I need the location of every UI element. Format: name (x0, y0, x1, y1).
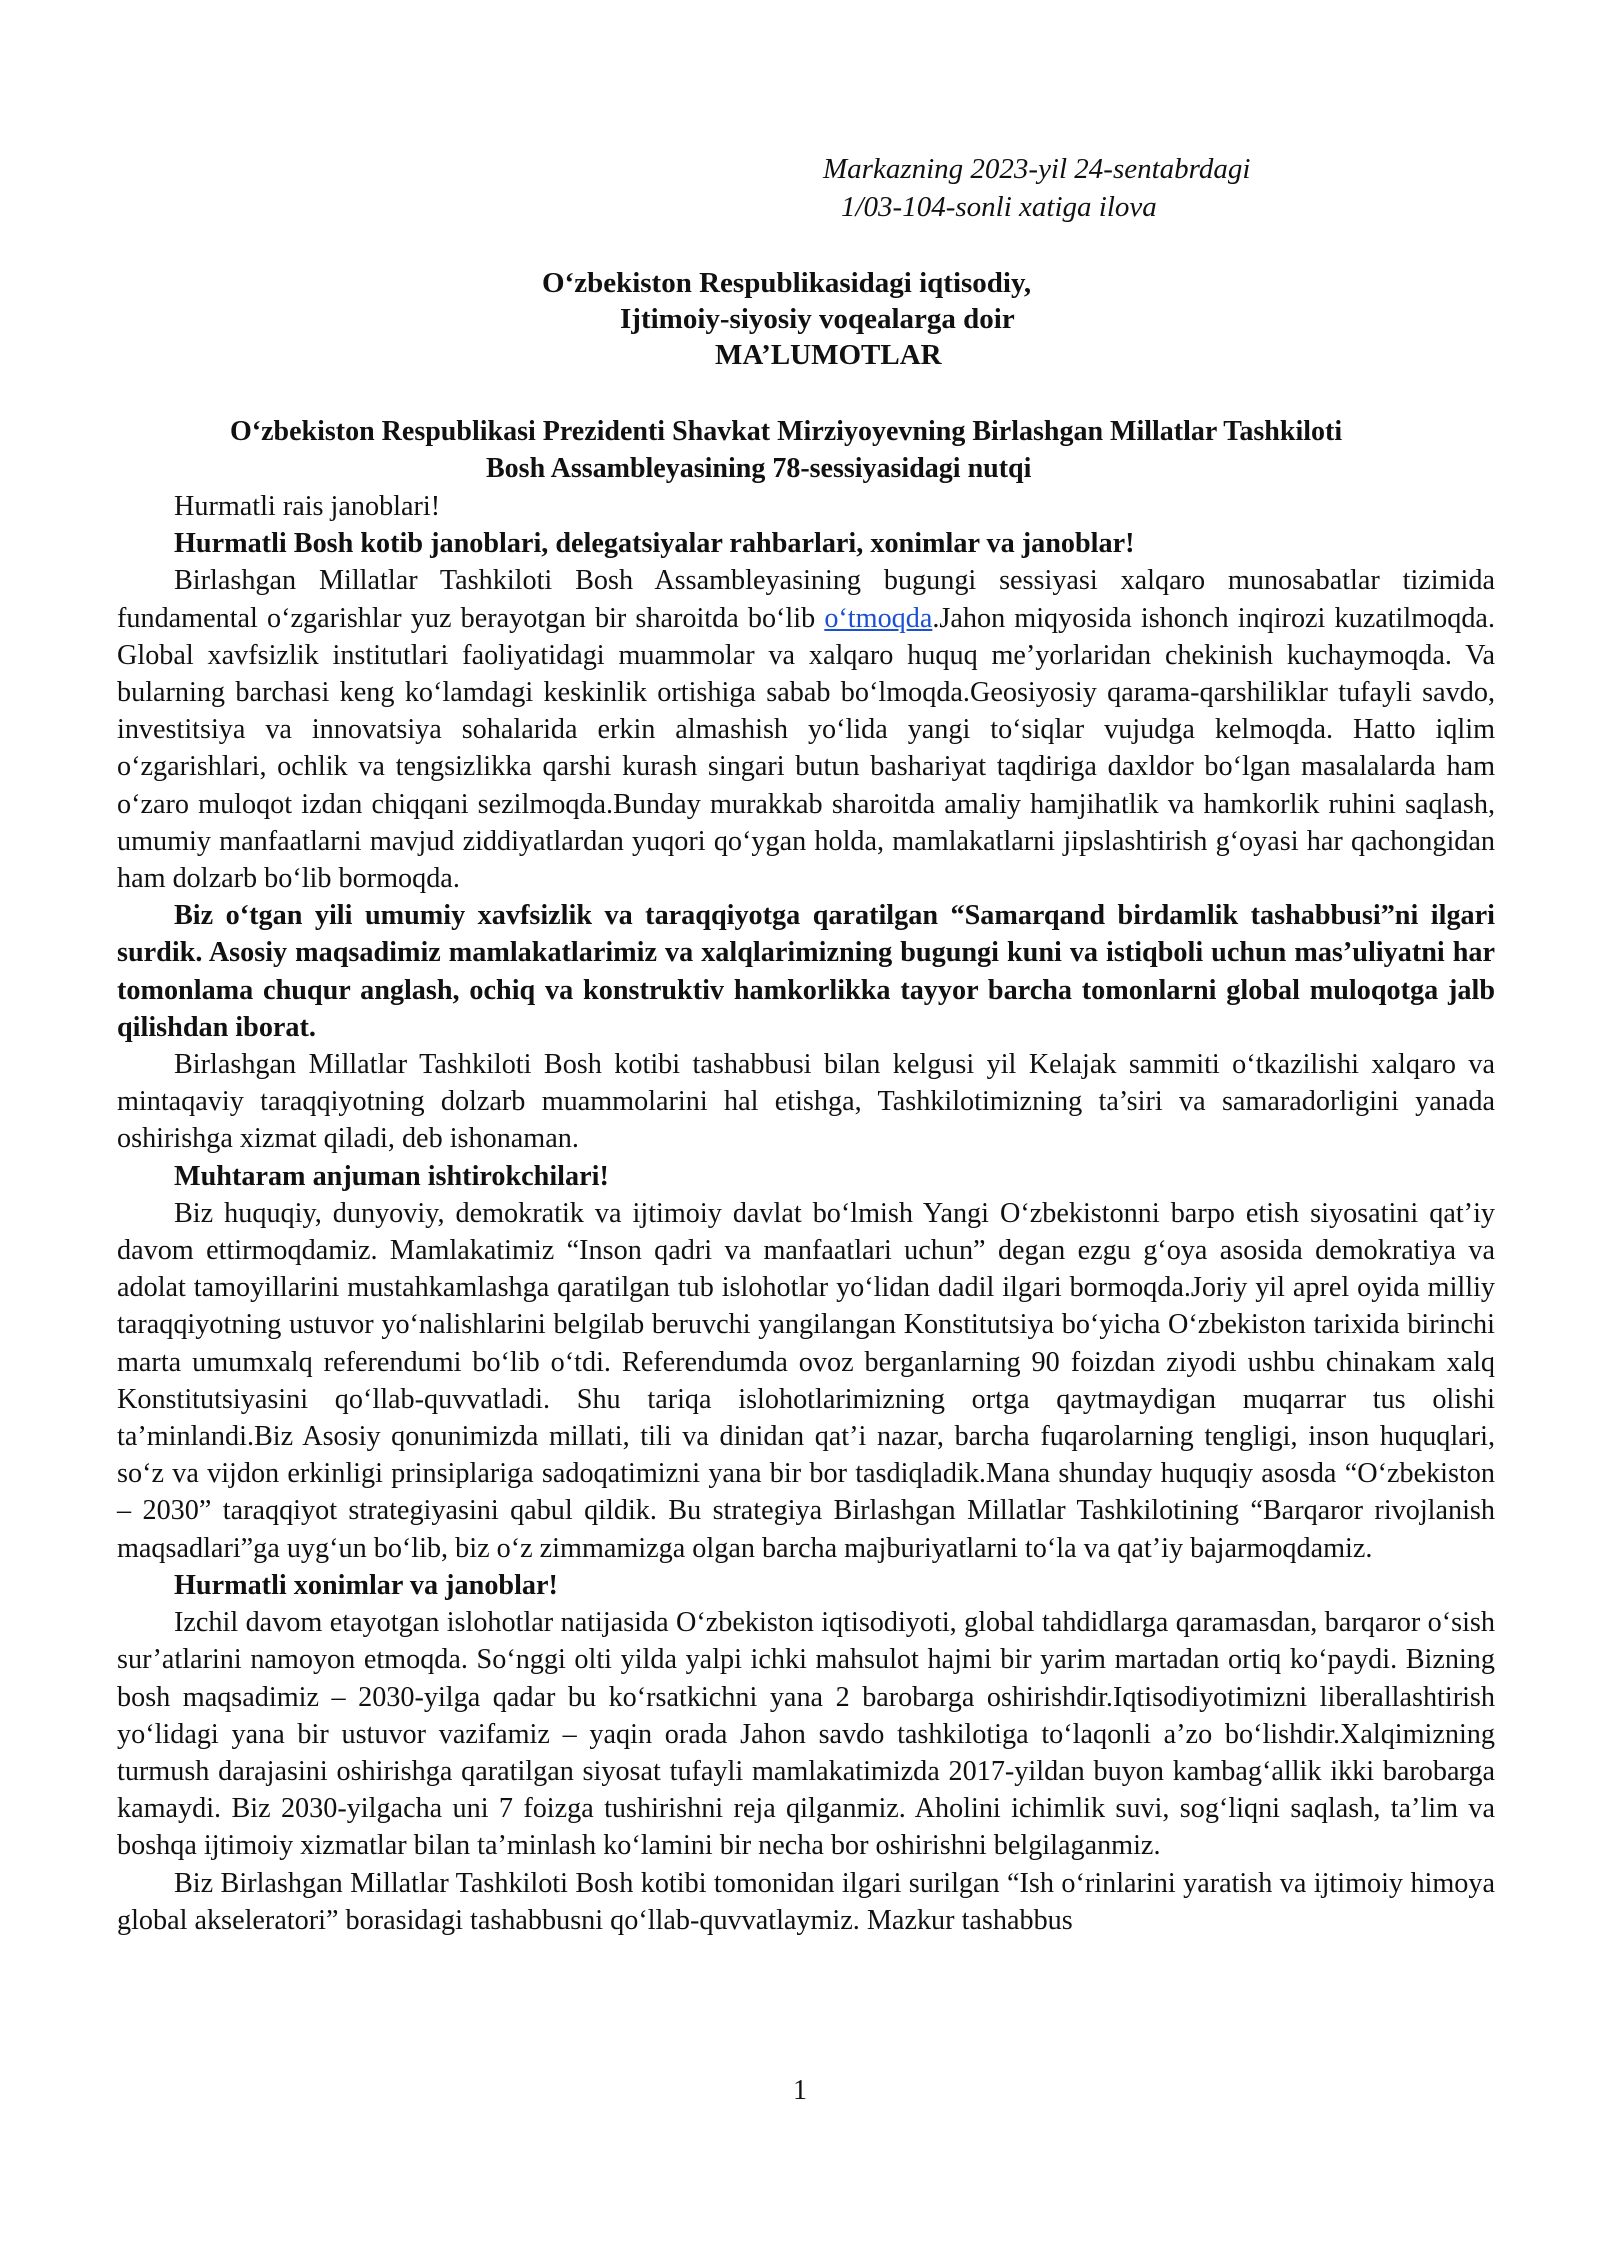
reference-note (823, 150, 1250, 226)
paragraph-accelerator: Biz Birlashgan Millatlar Tashkiloti Bosh kotibi tomonidan ilgari surilgan “Ish o‘rinlarini yaratish va ijtimoiy himoya global akseleratori” borasidagi tashabbusni qo‘llab-quvvatlaymiz. Mazkur tashabbus (117, 1867, 1495, 1936)
document-body (117, 488, 1495, 1939)
document-title (0, 265, 1600, 373)
paragraph-address: Hurmatli Bosh kotib janoblari, delegatsiyalar rahbarlari, xonimlar va janoblar! (174, 528, 1135, 560)
paragraph-intro (117, 562, 1495, 897)
paragraph-intro-text-b: .Jahon miqyosida ishonch inqirozi kuzatilmoqda. Global xavfsizlik institutlari faoliyatidagi muammolar va xalqaro huquq me’yorlaridan chekinish kuchaymoqda. Va bularning barchasi keng ko‘lamdagi keskinlik ortishiga sabab bo‘lmoqda.Geosiyosiy qarama-qarshiliklar tufayli savdo, investitsiya va innovatsiya sohalarida erkin almashish yo‘lida yangi to‘siqlar vujudga kelmoqda. Hatto iqlim o‘zgarishlari, ochlik va tengsizlikka qarshi kurash singari butun bashariyat taqdiriga daxldor bo‘lgan masalalarda ham o‘zaro muloqot izdan chiqqani sezilmoqda.Bunday murakkab sharoitda amaliy hamjihatlik va hamkorlik ruhini saqlash, umumiy manfaatlarni mavjud ziddiyatlardan yuqori qo‘ygan holda, mamlakatlarni jipslashtirish g‘oyasi har qachongidan ham dolzarb bo‘lib bormoqda. (117, 602, 1495, 895)
reference-note-line-2: 1/03-104-sonli xatiga ilova (841, 191, 1157, 223)
speech-title-line-2: Bosh Assambleyasining 78-sessiyasidagi nutqi (486, 453, 1032, 484)
paragraph-greeting: Hurmatli rais janoblari! (174, 491, 441, 522)
paragraph-samarqand-initiative: Biz o‘tgan yili umumiy xavfsizlik va taraqqiyotga qaratilgan “Samarqand birdamlik tashabbusi”ni ilgari surdik. Asosiy maqsadimiz mamlakatlarimiz va xalqlarimizning bugungi kuni va istiqboli uchun mas’uliyatni har tomonlama chuqur anglash, ochiq va konstruktiv hamkorlikka tayyor barcha tomonlarni global muloqotga jalb qilishdan iborat. (117, 900, 1495, 1043)
paragraph-future-summit: Birlashgan Millatlar Tashkiloti Bosh kotibi tashabbusi bilan kelgusi yil Kelajak sammiti o‘tkazilishi xalqaro va mintaqaviy taraqqiyotning dolzarb muammolarini hal etishga, Tashkilotimizning ta’siri va samaradorligini yanada oshirishga xizmat qiladi, deb ishonaman. (117, 1049, 1495, 1155)
document-title-line-2: Ijtimoiy-siyosiy voqealarga doir (620, 303, 1015, 335)
reference-note-line-1: Markazning 2023-yil 24-sentabrdagi (823, 153, 1251, 185)
paragraph-reforms: Biz huquqiy, dunyoviy, demokratik va ijtimoiy davlat bo‘lmish Yangi O‘zbekistonni barpo etish siyosatini qat’iy davom ettirmoqdamiz. Mamlakatimiz “Inson qadri va manfaatlari uchun” degan ezgu g‘oya asosida demokratiya va adolat tamoyillarini mustahkamlashga qaratilgan tub islohotlar yo‘lidan dadil ilgari bormoqda.Joriy yil aprel oyida milliy taraqqiyotning ustuvor yo‘nalishlarini belgilab beruvchi yangilangan Konstitutsiya bo‘yicha O‘zbekiston tarixida birinchi marta umumxalq referendumi bo‘lib o‘tdi. Referendumda ovoz berganlarning 90 foizdan ziyodi ushbu chinakam xalq Konstitutsiyasini qo‘llab-quvvatladi. Shu tariqa islohotlarimizning ortga qaytmaydigan muqarrar tus olishi ta’minlandi.Biz Asosiy qonunimizda millati, tili va dinidan qat’i nazar, barcha fuqarolarning tengligi, inson huquqlari, so‘z va vijdon erkinligi prinsiplariga sadoqatimizni yana bir bor tasdiqladik.Mana shunday huquqiy asosda “O‘zbekiston – 2030” taraqqiyot strategiyasini qabul qildik. Bu strategiya Birlashgan Millatlar Tashkilotining “Barqaror rivojlanish maqsadlari”ga uyg‘un bo‘lib, biz o‘z zimmamizga olgan barcha majburiyatlarni to‘la va qat’iy bajarmoqdamiz. (117, 1197, 1495, 1564)
speech-title-line-1: O‘zbekiston Respublikasi Prezidenti Shavkat Mirziyoyevning Birlashgan Millatlar Tashkiloti (230, 416, 1343, 447)
tmoqda-link[interactable]: o‘tmoqda (824, 602, 933, 634)
paragraph-address-ladies: Hurmatli xonimlar va janoblar! (174, 1569, 558, 1601)
document-title-line-3: MA’LUMOTLAR (715, 339, 942, 371)
document-title-line-1: O‘zbekiston Respublikasidagi iqtisodiy, (542, 267, 1032, 299)
speech-title (0, 413, 1600, 487)
paragraph-economy: Izchil davom etayotgan islohotlar natijasida O‘zbekiston iqtisodiyoti, global tahdidlarga qaramasdan, barqaror o‘sish sur’atlarini namoyon etmoqda. So‘nggi olti yilda yalpi ichki mahsulot hajmi bir yarim martadan ortiq ko‘paydi. Bizning bosh maqsadimiz – 2030-yilga qadar bu ko‘rsatkichni yana 2 barobarga oshirishdir.Iqtisodiyotimizni liberallashtirish yo‘lidagi yana bir ustuvor vazifamiz – yaqin orada Jahon savdo tashkilotiga to‘laqonli a’zo bo‘lishdir.Xalqimizning turmush darajasini oshirishga qaratilgan siyosat tufayli mamlakatimizda 2017-yildan buyon kambag‘allik ikki barobarga kamaydi. Biz 2030-yilgacha uni 7 foizga tushirishni reja qilganmiz. Aholini ichimlik suvi, sog‘liqni saqlash, ta’lim va boshqa ijtimoiy xizmatlar bilan ta’minlash ko‘lamini bir necha bor oshirishni belgilaganmiz. (117, 1607, 1495, 1862)
paragraph-intro-text-a: Birlashgan Millatlar Tashkiloti Bosh Assambleyasining bugungi sessiyasi xalqaro munosabatlar tizimida fundamental o‘zgarishlar yuz berayotgan bir sharoitda bo‘lib (117, 565, 1495, 634)
page-number: 1 (793, 2075, 807, 2106)
paragraph-address-participants: Muhtaram anjuman ishtirokchilari! (174, 1160, 609, 1192)
